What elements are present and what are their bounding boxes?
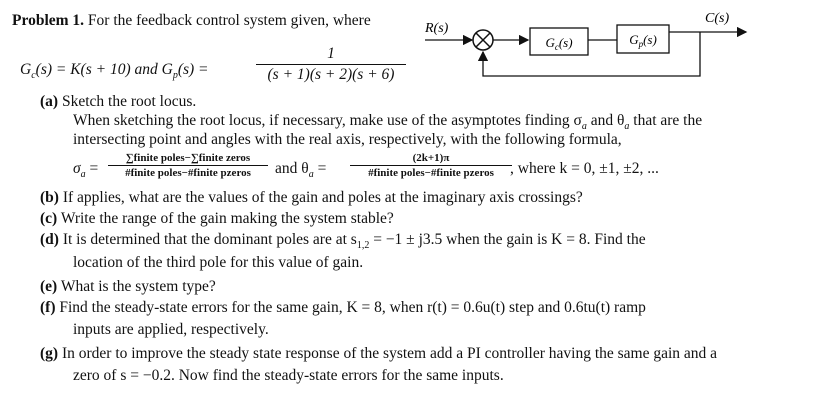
part-b-label: (b)	[40, 189, 59, 206]
gc-subscript: c	[31, 70, 36, 82]
sigma-denominator: #finite poles−#finite pzeros	[125, 167, 251, 179]
gc-block-label: $G_c(s)$	[545, 35, 573, 52]
sigma-lhs	[73, 160, 98, 180]
part-a-label: (a)	[40, 93, 59, 110]
part-d-line2: location of the third pole for this value of gain.	[73, 254, 364, 271]
part-e-text: What is the system type?	[60, 278, 216, 295]
output-label: C(s)	[705, 11, 730, 26]
part-g-text1: In order to improve the steady state response of the system add a PI controller having the same gain and a	[61, 345, 718, 362]
sigma-fraction-bar	[108, 165, 268, 166]
part-g	[40, 345, 717, 363]
sigma-numerator: ∑finite poles−∑finite zeros	[125, 152, 251, 164]
theta-fraction-bar	[350, 165, 512, 166]
part-a-note1-text: When sketching the root locus, if necessary, make use of the asymptotes finding σ	[73, 112, 582, 129]
part-c	[40, 210, 394, 228]
gc-expression: (s) = K(s + 10) and G	[35, 61, 173, 78]
gc-symbol: G	[20, 61, 32, 78]
part-a-note-line2: intersecting point and angles with the real axis, respectively, with the following formula,	[73, 131, 622, 148]
gp-denominator: (s + 1)(s + 2)(s + 6)	[267, 66, 395, 83]
part-c-label: (c)	[40, 210, 58, 227]
and-theta-text: and θ	[275, 160, 309, 177]
problem-intro: For the feedback control system given, where	[87, 12, 371, 29]
part-f-line2: inputs are applied, respectively.	[73, 321, 269, 338]
part-f	[40, 299, 646, 317]
gp-numerator: 1	[327, 45, 335, 62]
part-d-label: (d)	[40, 231, 59, 248]
part-a-note1-end: that are the	[629, 112, 703, 129]
theta-fraction	[350, 152, 512, 179]
part-b-text: If applies, what are the values of the gain and poles at the imaginary axis crossings?	[62, 189, 583, 206]
summing-junction	[473, 30, 493, 50]
part-c-text: Write the range of the gain making the system stable?	[60, 210, 394, 227]
sigma-a-sub: a	[581, 121, 587, 133]
theta-denominator: #finite poles−#finite pzeros	[368, 167, 494, 179]
part-d	[40, 231, 646, 251]
sigma-equals: =	[89, 160, 99, 177]
part-e	[40, 278, 216, 296]
part-a	[40, 93, 196, 111]
part-g-label: (g)	[40, 345, 59, 362]
part-g-line2: zero of s = −0.2. Now find the steady-state errors for the same inputs.	[73, 367, 504, 384]
part-a-note-line1	[73, 112, 702, 132]
sigma-subscript: a	[80, 169, 86, 181]
part-f-text1: Find the steady-state errors for the same gain, K = 8, when r(t) = 0.6u(t) step and 0.6tu(t) ramp	[59, 299, 646, 316]
sigma-fraction	[108, 152, 268, 179]
part-a-text: Sketch the root locus.	[61, 93, 197, 110]
and-theta	[275, 160, 326, 180]
part-d-text1: It is determined that the dominant poles are at s	[62, 231, 357, 248]
theta-subscript: a	[308, 169, 314, 181]
block-diagram	[0, 0, 827, 100]
theta-equals: =	[317, 160, 327, 177]
part-f-label: (f)	[40, 299, 56, 316]
gp-equals: (s) =	[177, 61, 209, 78]
gp-block-label: $G_p(s)$	[629, 32, 657, 49]
part-a-note1-mid: and θ	[586, 112, 625, 129]
theta-a-sub: a	[624, 121, 630, 133]
gp-subscript: p	[172, 70, 178, 82]
sigma-symbol: σ	[73, 160, 81, 177]
part-d-subscript: 1,2	[356, 240, 370, 252]
theta-numerator: (2k+1)π	[412, 152, 450, 164]
input-label: R(s)	[425, 21, 449, 36]
problem-title: Problem 1.	[12, 12, 85, 29]
part-e-label: (e)	[40, 278, 58, 295]
where-k: , where k = 0, ±1, ±2, ...	[510, 160, 659, 177]
part-d-text1-end: = −1 ± j3.5 when the gain is K = 8. Find the	[369, 231, 646, 248]
part-b	[40, 189, 583, 207]
